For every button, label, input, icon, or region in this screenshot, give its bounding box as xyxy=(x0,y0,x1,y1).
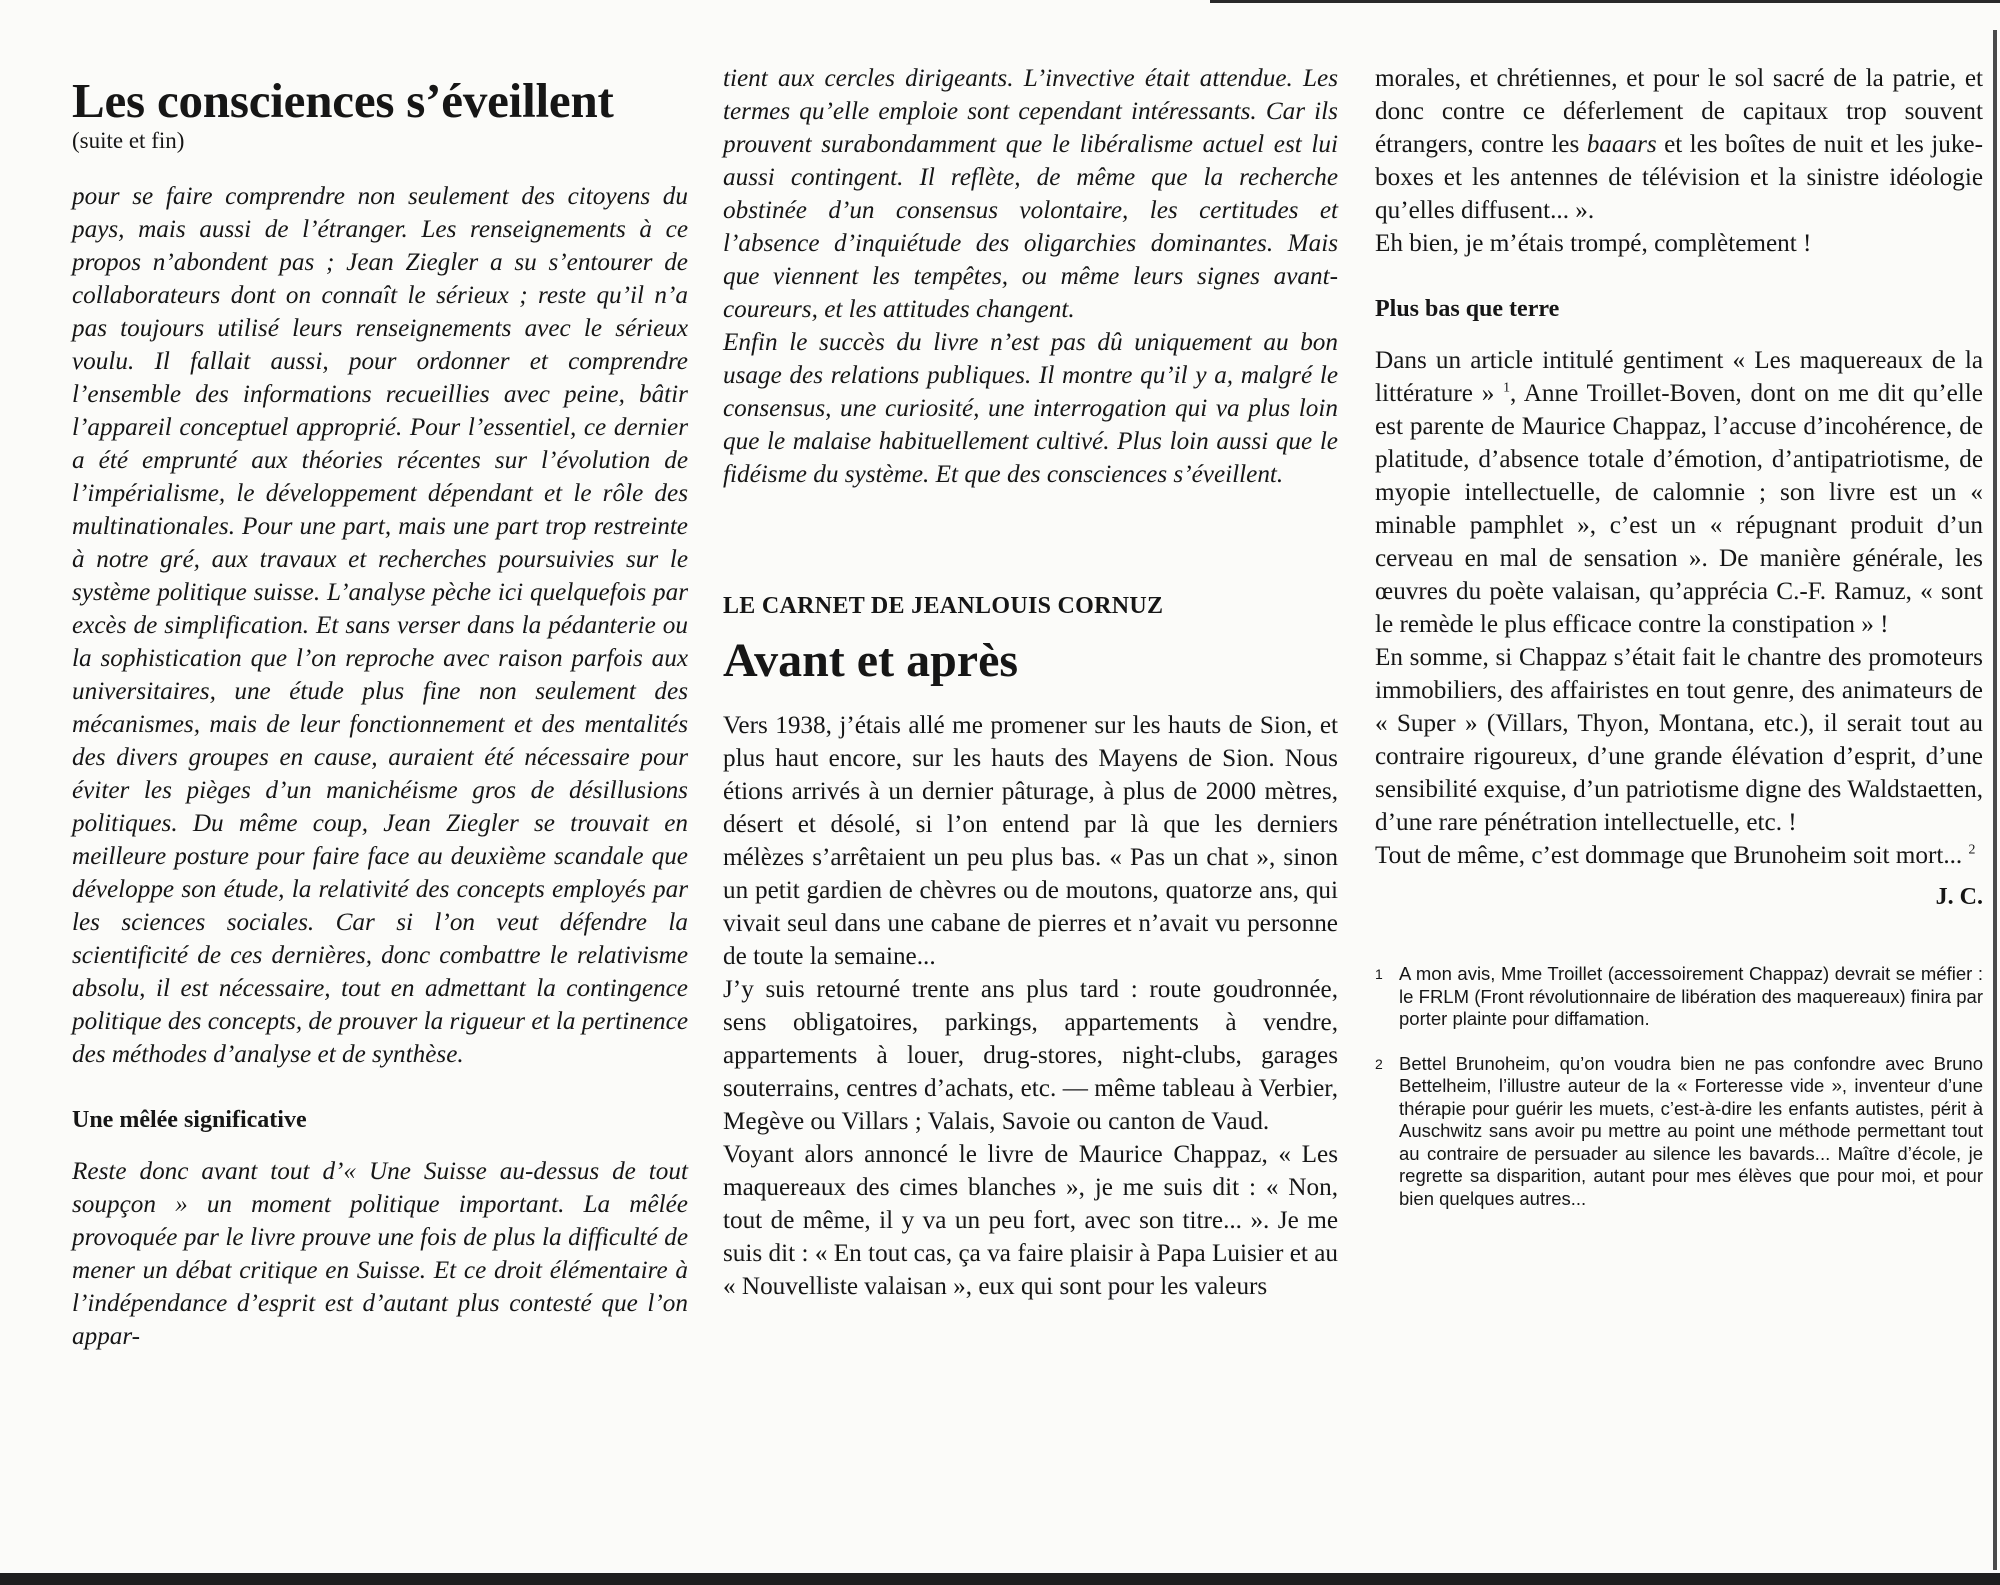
footnote-ref: 2 xyxy=(1968,841,1976,857)
article-paragraph: pour se faire comprendre non seulement des citoyens du pays, mais aussi de l’étranger. Les renseignements à ce propos n’abondent pas ; Jean Ziegler a su s’entourer de collaborateurs dont on connaît le sérieux ; reste qu’il n’a pas toujours utilisé leurs renseignements avec le sérieux voulu. Il fallait aussi, pour ordonner et comprendre l’ensemble des informations recueillies avec peine, bâtir l’appareil conceptuel approprié. Pour l’essentiel, ce dernier a été emprunté aux théories récentes sur l’évolution de l’impérialisme, le développement dépendant et le rôle des multinationales. Pour une part, mais une part trop restreinte à notre gré, aux travaux et recherches poursuivies sur le système politique suisse. L’analyse pèche ici quelquefois par excès de simplification. Et sans verser dans la pédanterie ou la sophistication que l’on reproche avec raison parfois aux universitaires, une étude plus fine non seulement des mécanismes, mais de leur fonctionnement et des mentalités des divers groupes en cause, auraient été nécessaire pour éviter les pièges d’un manichéisme gros de désillusions politiques. Du même coup, Jean Ziegler se trouvait en meilleure posture pour faire face au deuxième scandale que développe son étude, la relativité des concepts employés par les sciences sociales. Car si l’on veut défendre la scientificité de ces dernières, donc combattre le relativisme absolu, il est nécessaire, tout en admettant la contingence politique des concepts, de prouver la rigueur et la pertinence des méthodes d’analyse et de synthèse. xyxy=(72,183,689,1068)
column-2 xyxy=(723,62,1338,1303)
article-paragraph: Tout de même, c’est dommage que Brunoheim soit mort... $^2$ xyxy=(1375,841,1976,869)
column-3 xyxy=(1375,62,1983,1210)
footnote-text: Bettel Brunoheim, qu’on voudra bien ne pas confondre avec Bruno Bettelheim, l’illustre auteur de la « Forteresse vide », inventeur d’une thérapie pour guérir les muets, c’est-à-dire les enfants autistes, périt à Auschwitz sans avoir pu mettre au point une méthode permettant tout au contraire de persuader au silence les bavards... Maître d’école, je regrette sa disparition, autant pour mes élèves que pour moi, et pour bien quelques autres... xyxy=(1399,1052,1983,1209)
page-edge-shadow xyxy=(1993,30,1997,1570)
footnote-ref: 1 xyxy=(1503,379,1511,395)
column-kicker: LE CARNET DE JEANLOUIS CORNUZ xyxy=(723,593,1164,619)
footnote xyxy=(1375,963,1983,1031)
article-paragraph: Eh bien, je m’étais trompé, complètement ! xyxy=(1375,230,1812,257)
footnote-text: A mon avis, Mme Troillet (accessoirement Chappaz) devrait se méfier : le FRLM (Front révolutionnaire de libération des maquereaux) finira par porter plainte pour diffamation. xyxy=(1399,963,1983,1029)
article-title: Avant et après xyxy=(723,634,1019,687)
article-paragraph: J’y suis retourné trente ans plus tard : route goudronnée, sens obligatoires, parkings, appartements à vendre, appartements à louer, drug-stores, night-clubs, garages souterrains, centres d’achats, etc. — même tableau à Verbier, Megève ou Villars ; Valais, Savoie ou canton de Vaud. xyxy=(723,976,1338,1135)
footnote xyxy=(1375,1053,1983,1211)
column-1 xyxy=(72,62,688,1353)
author-signature: J. C. xyxy=(1935,884,1983,910)
article-subtitle: (suite et fin) xyxy=(72,128,185,153)
emphasis: baaars xyxy=(1586,131,1657,158)
article-paragraph: Dans un article intitulé gentiment « Les maquereaux de la littérature » $^1$, Anne Troillet-Boven, dont on me dit qu’elle est parente de Maurice Chappaz, l’accuse d’incohérence, de platitude, d’absence totale d’émotion, d’antipatriotisme, de myopie intellectuelle, de calomnie ; son livre est un « minable pamphlet », c’est un « répugnant produit d’un cerveau en mal de sensation ». De manière générale, les œuvres du poète valaisan, qu’apprécia C.-F. Ramuz, « sont le remède le plus efficace contre la constipation » ! xyxy=(1375,347,1983,638)
article-paragraph: En somme, si Chappaz s’était fait le chantre des promoteurs immobiliers, des affairistes en tout genre, des animateurs de « Super » (Villars, Thyon, Montana, etc.), il serait tout au contraire rigoureux, d’une grande élévation d’esprit, d’une sensibilité exquise, d’un patriotisme digne des Waldstaetten, d’une rare pénétration intellectuelle, etc. ! xyxy=(1375,644,1983,836)
bottom-rule xyxy=(0,1573,2000,1585)
article-paragraph-continued: tient aux cercles dirigeants. L’invective était attendue. Les termes qu’elle emploie sont cependant intéressants. Car ils prouvent surabondamment que le libéralisme actuel est lui aussi contingent. Il reflète, de même que la recherche obstinée d’un consensus volontaire, les certitudes et l’absence d’inquiétude des oligarchies dominantes. Mais que viennent les tempêtes, ou même leurs signes avant-coureurs, et les attitudes changent. xyxy=(723,65,1338,323)
section-heading: Plus bas que terre xyxy=(1375,296,1560,322)
article-paragraph: Vers 1938, j’étais allé me promener sur les hauts de Sion, et plus haut encore, sur les hauts des Mayens de Sion. Nous étions arrivés à un dernier pâturage, à plus de 2000 mètres, désert et désolé, si l’on entend par là que les derniers mélèzes s’arrêtaient un peu plus bas. « Pas un chat », sinon un petit gardien de chèvres ou de moutons, quatorze ans, qui vivait seul dans une cabane de pierres et n’avait vu personne de toute la semaine... xyxy=(723,712,1338,970)
section-heading: Une mêlée significative xyxy=(72,1107,307,1133)
article-paragraph: Enfin le succès du livre n’est pas dû uniquement au bon usage des relations publiques. Il montre qu’il y a, malgré le consensus, une curiosité, une interrogation qui va plus loin que le malaise habituellement cultivé. Plus loin aussi que le fidéisme du système. Et que des consciences s’éveillent. xyxy=(723,329,1338,488)
top-rule xyxy=(1210,0,2000,3)
article-paragraph-start: Reste donc avant tout d’« Une Suisse au-dessus de tout soupçon » un moment politique important. La mêlée provoquée par le livre prouve une fois de plus la difficulté de mener un débat critique en Suisse. Et ce droit élémentaire à l’indépendance d’esprit est d’autant plus contesté que l’on appar- xyxy=(72,1158,688,1350)
article-title: Les consciences s’éveillent xyxy=(72,73,614,128)
article-paragraph-start: Voyant alors annoncé le livre de Maurice Chappaz, « Les maquereaux des cimes blanches », je me suis dit : « Non, tout de même, il y va un peu fort, avec son titre... ». Je me suis dit : « En tout cas, ça va faire plaisir à Papa Luisier et au « Nouvelliste valaisan », eux qui sont pour les valeurs xyxy=(723,1141,1338,1300)
article-paragraph-continued: morales, et chrétiennes, et pour le sol sacré de la patrie, et donc contre ce déferlement de capitaux trop souvent étrangers, contre les baaars et les boîtes de nuit et les juke-boxes et les antennes de télévision et la sinistre idéologie qu’elles diffusent... ». xyxy=(1375,65,1983,224)
footnote-number: 1 xyxy=(1375,966,1383,982)
footnote-number: 2 xyxy=(1375,1055,1383,1072)
